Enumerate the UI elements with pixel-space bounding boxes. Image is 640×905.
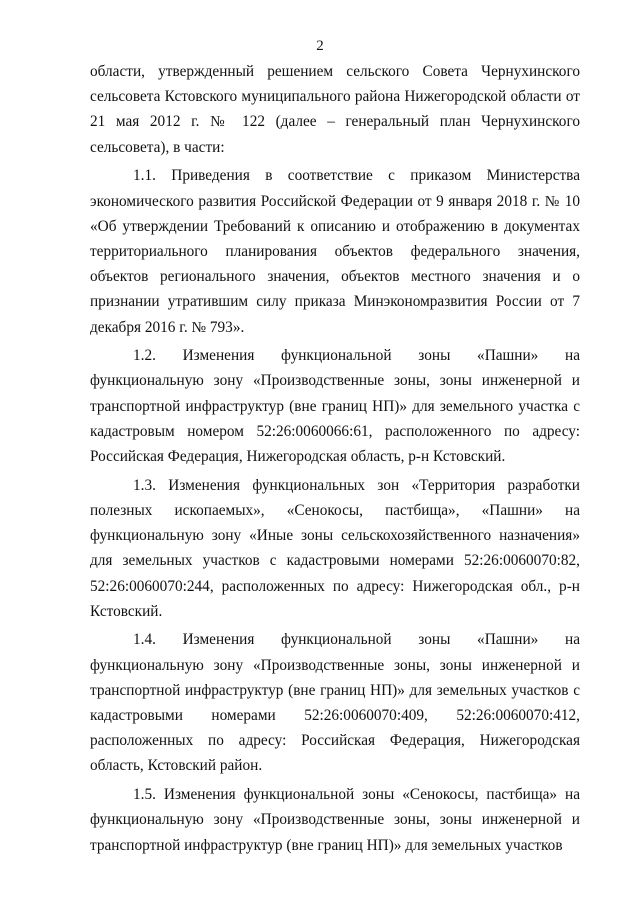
document-body [90, 59, 580, 861]
page-number: 2 [316, 38, 324, 54]
paragraph-preamble-continuation: области, утвержденный решением сельского Совета Чернухинского сельсовета Кстовского муниципального района Нижегородской области от 21 мая 2012 г. № 122 (далее – генеральный план Чернухинского сельсовета), в части: [90, 63, 580, 156]
paragraph-item-1-5: 1.5. Изменения функциональной зоны «Сенокосы, пастбища» на функциональную зону «Производственные зоны, зоны инженерной и транспортной инфраструктур (вне границ НП)» для земельных участков [90, 786, 580, 854]
paragraph-item-1-2: 1.2. Изменения функциональной зоны «Пашни» на функциональную зону «Производственные зоны, зоны инженерной и транспортной инфраструктур (вне границ НП)» для земельного участка с кадастровым номером 52:26:0060066:61, расположенного по адресу: Российская Федерация, Нижегородская область, р-н Кстовский. [90, 347, 580, 466]
paragraph-item-1-4: 1.4. Изменения функциональной зоны «Пашни» на функциональную зону «Производственные зоны, зоны инженерной и транспортной инфраструктур (вне границ НП)» для земельных участков с кадастровыми номерами 52:26:0060070:409, 52:26:0060070:412, расположенных по адресу: Российская Федерация, Нижегородская область, Кстовский район. [90, 631, 580, 775]
paragraph-item-1-3: 1.3. Изменения функциональных зон «Территория разработки полезных ископаемых», «Сенокосы, пастбища», «Пашни» на функциональную зону «Иные зоны сельскохозяйственного назначения» для земельных участков с кадастровыми номерами 52:26:0060070:82, 52:26:0060070:244, расположенных по адресу: Нижегородская обл., р-н Кстовский. [90, 476, 580, 620]
paragraph-item-1-1: 1.1. Приведения в соответствие с приказом Министерства экономического развития Российской Федерации от 9 января 2018 г. № 10 «Об утверждении Требований к описанию и отображению в документах территориального планирования объектов федерального значения, объектов регионального значения, объектов местного значения и о признании утратившим силу приказа Минэкономразвития России от 7 декабря 2016 г. № 793». [90, 167, 580, 336]
